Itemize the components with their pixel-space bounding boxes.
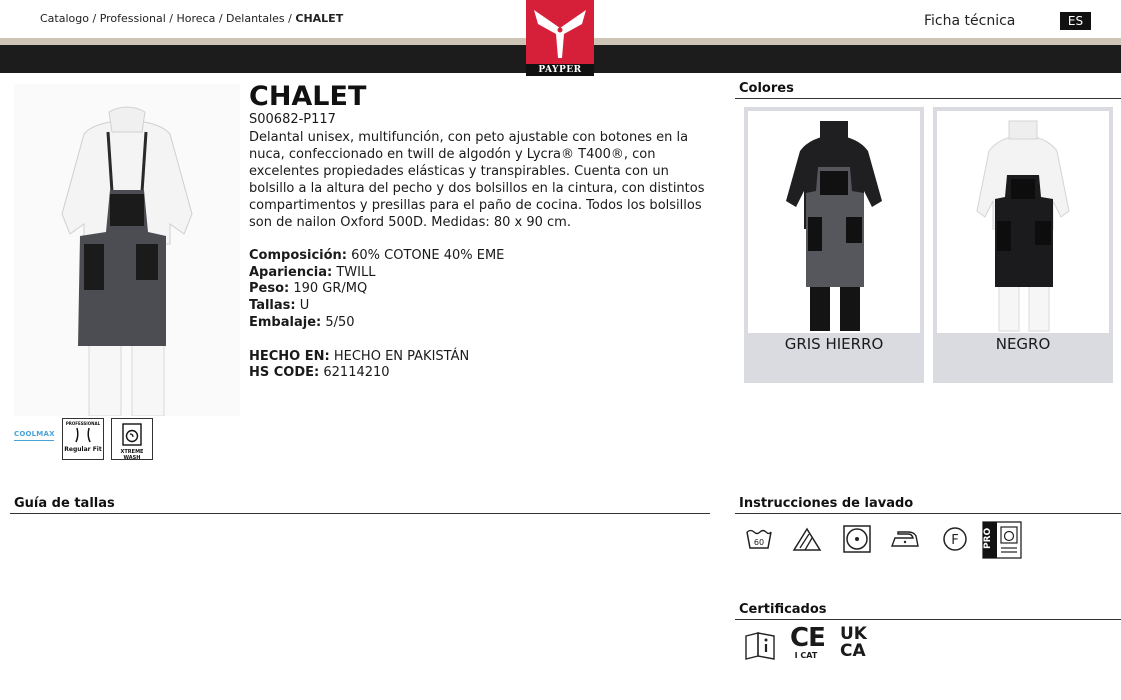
breadcrumb-professional[interactable]: Professional bbox=[99, 12, 166, 25]
bleach-triangle-icon bbox=[792, 524, 822, 554]
regular-fit-badge: PROFESSIONAL Regular Fit bbox=[62, 418, 104, 460]
washing-divider bbox=[735, 513, 1121, 514]
instruction-manual-icon bbox=[744, 626, 776, 662]
color-image-gris-hierro bbox=[748, 111, 920, 333]
product-main-image[interactable] bbox=[14, 84, 240, 416]
certificates-divider bbox=[735, 619, 1121, 620]
svg-text:PRO: PRO bbox=[983, 527, 993, 549]
product-info bbox=[249, 82, 719, 382]
spec-embalaje: Embalaje: 5/50 bbox=[249, 314, 355, 330]
payper-logo[interactable] bbox=[526, 0, 594, 76]
breadcrumb-delantales[interactable]: Delantales bbox=[226, 12, 285, 25]
colors-heading: Colores bbox=[739, 81, 794, 96]
color-label-gris-hierro: GRIS HIERRO bbox=[784, 335, 884, 353]
breadcrumb-current: CHALET bbox=[295, 12, 344, 25]
pro-wash-icon bbox=[982, 521, 1022, 559]
spec-apariencia: Apariencia: TWILL bbox=[249, 264, 376, 280]
tumble-dry-icon bbox=[842, 524, 872, 554]
colors-divider bbox=[735, 98, 1121, 99]
regular-fit-icon bbox=[71, 426, 95, 444]
spec-composicion: Composición: 60% COTONE 40% EME bbox=[249, 248, 505, 263]
wash-60-icon bbox=[744, 524, 774, 554]
washing-heading: Instrucciones de lavado bbox=[739, 496, 914, 511]
xtreme-wash-badge: XTREME WASH bbox=[111, 418, 153, 460]
spec-hecho-en: HECHO EN: HECHO EN PAKISTÁN bbox=[249, 348, 470, 364]
spec-tallas: Tallas: U bbox=[249, 298, 310, 314]
size-guide-divider bbox=[10, 513, 710, 514]
dry-clean-f-icon bbox=[940, 524, 970, 554]
size-guide-heading: Guía de tallas bbox=[14, 496, 115, 511]
color-label-negro: NEGRO bbox=[995, 335, 1051, 353]
ficha-tecnica-link[interactable]: Ficha técnica bbox=[924, 13, 1016, 29]
svg-text:60: 60 bbox=[753, 538, 765, 547]
breadcrumb-catalogo[interactable]: Catalogo bbox=[40, 12, 89, 25]
product-origin bbox=[249, 349, 719, 382]
washing-machine-icon bbox=[121, 423, 143, 447]
logo-figure-icon bbox=[532, 4, 588, 60]
language-selector[interactable]: ES bbox=[1060, 12, 1091, 30]
ukca-mark-icon: UK CA bbox=[840, 624, 867, 661]
breadcrumb-horeca[interactable]: Horeca bbox=[176, 12, 216, 25]
breadcrumb: Catalogo / Professional / Horeca / Delantales / CHALET bbox=[40, 12, 344, 25]
spec-hs-code: HS CODE: 62114210 bbox=[249, 365, 390, 381]
logo-text: PAYPER bbox=[526, 64, 594, 76]
spec-peso: Peso: 190 GR/MQ bbox=[249, 281, 368, 297]
ce-mark-icon: CE I CAT bbox=[790, 623, 825, 660]
product-title: CHALET bbox=[249, 81, 367, 112]
product-code: S00682-P117 bbox=[249, 112, 336, 127]
certificates-heading: Certificados bbox=[739, 602, 827, 617]
color-swatch-gris-hierro[interactable] bbox=[744, 107, 924, 383]
color-swatch-negro[interactable] bbox=[933, 107, 1113, 383]
product-specs bbox=[249, 248, 719, 332]
svg-text:F: F bbox=[951, 533, 959, 548]
color-image-negro bbox=[937, 111, 1109, 333]
iron-icon bbox=[890, 524, 920, 554]
product-description: Delantal unisex, multifunción, con peto ajustable con botones en la nuca, confeccionado en twill de algodón y Lycra® T400®, con excelentes propiedades elásticas y transpirables. Cuenta con un bolsillo a la altura del pecho y dos bolsillos en la cintura, con distintos compartimentos y presillas para el paño de cocina. Todos los bolsillos son de nailon Oxford 500D. Medidas: 80 x 90 cm. bbox=[249, 130, 705, 230]
coolmax-badge: COOLMAX bbox=[14, 430, 54, 450]
